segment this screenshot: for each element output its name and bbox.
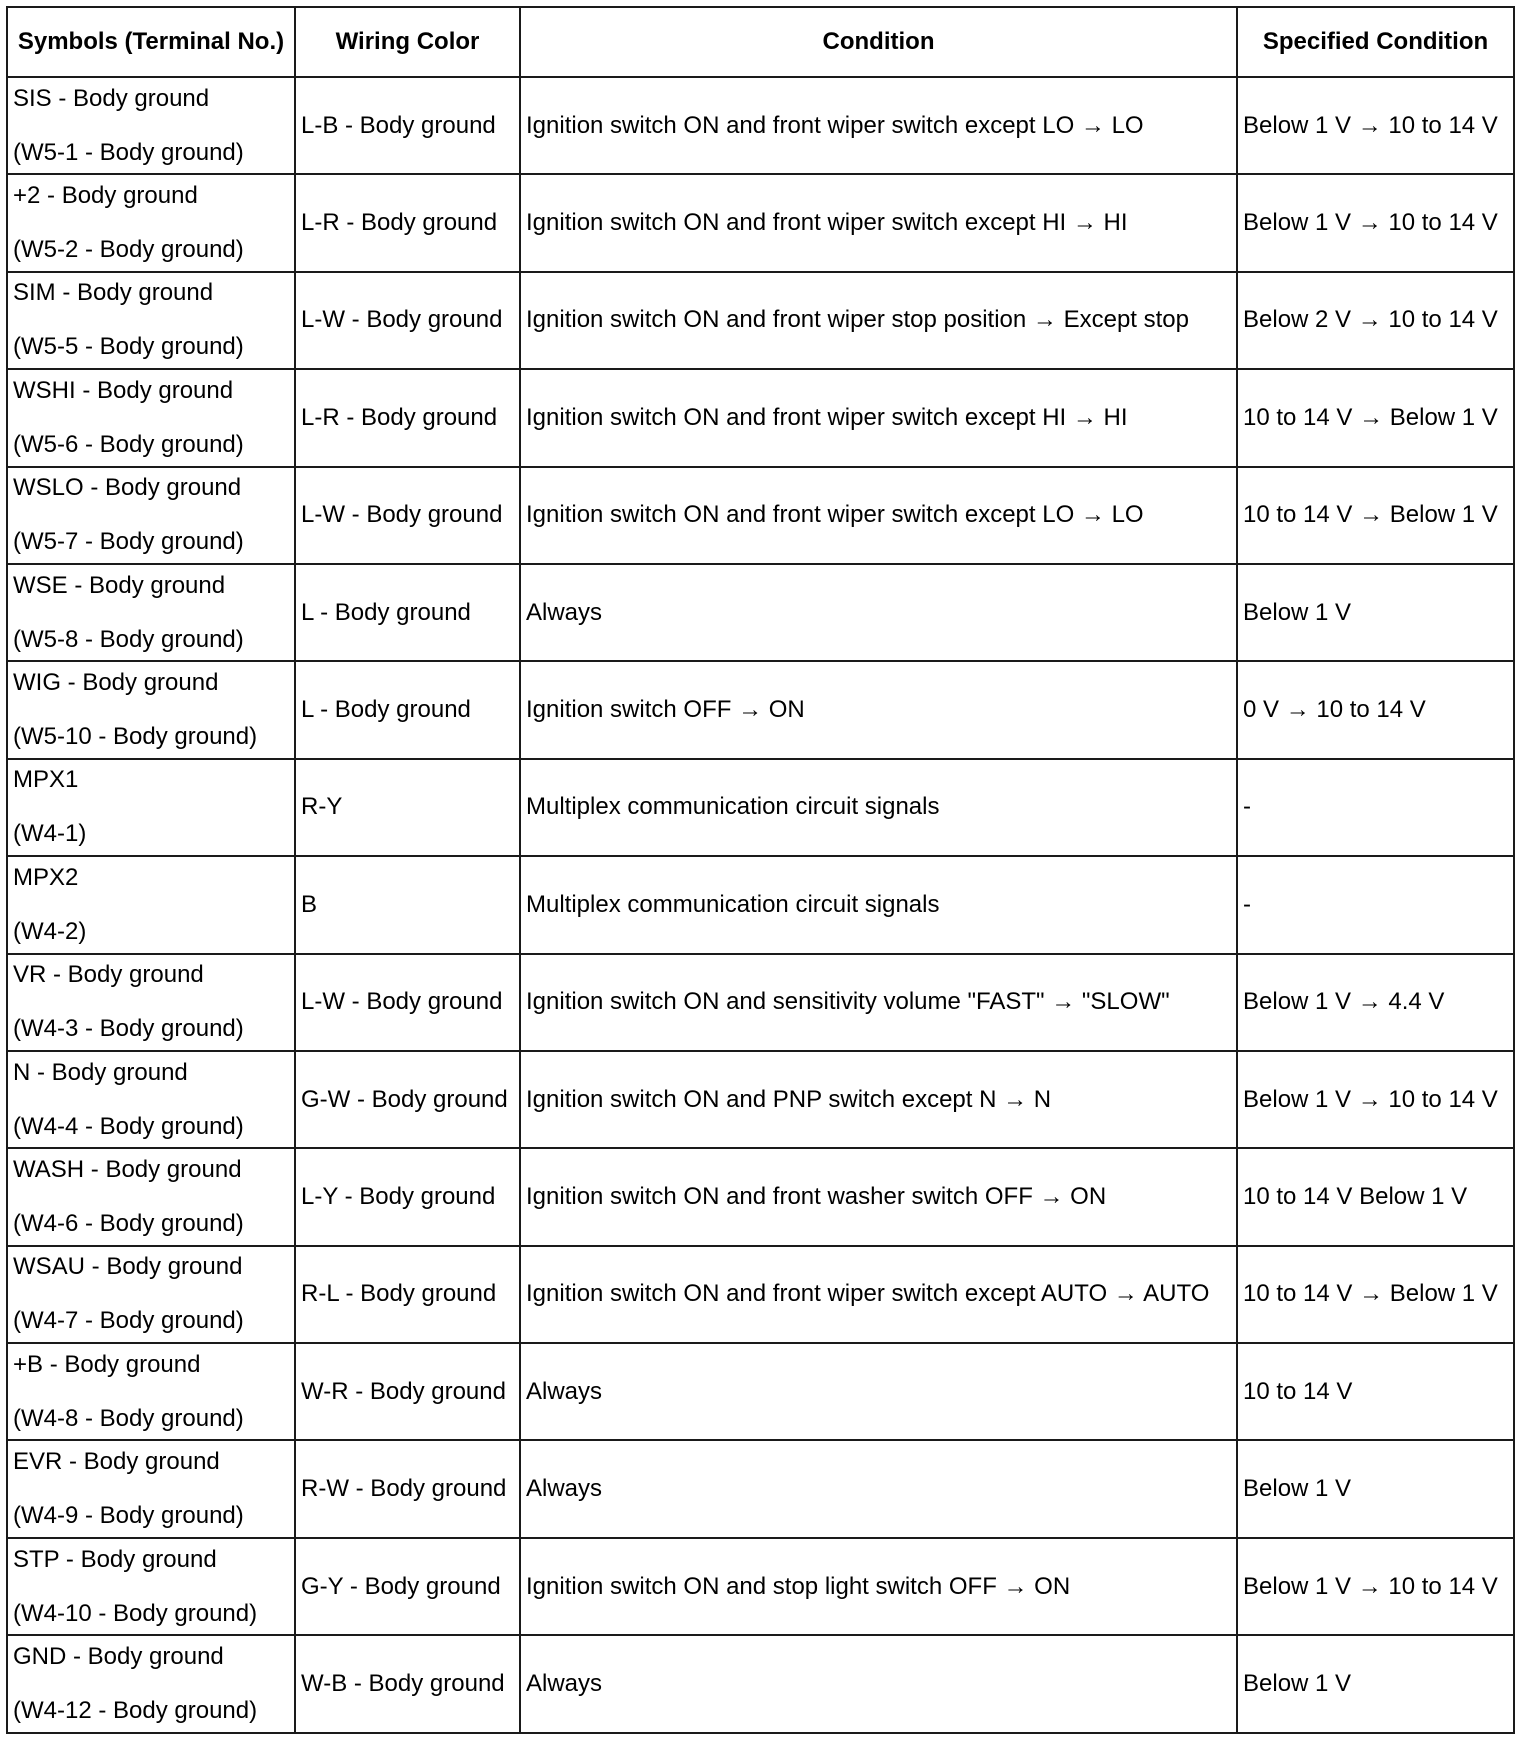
terminal-table-container <box>6 6 1515 1734</box>
symbol-cell <box>7 954 295 1051</box>
table-row <box>7 661 1514 758</box>
table-row <box>7 1148 1514 1245</box>
symbol-label: EVR - Body ground <box>13 1448 220 1476</box>
header-specified-condition: Specified Condition <box>1237 7 1514 77</box>
terminal-label: (W4-10 - Body ground) <box>13 1599 258 1627</box>
terminal-label: (W5-6 - Body ground) <box>13 430 244 458</box>
table-body <box>7 77 1514 1733</box>
symbol-cell <box>7 759 295 856</box>
symbol-label: MPX1 <box>13 766 79 794</box>
wiring-color-cell: B <box>295 856 520 953</box>
wiring-color-cell: L-W - Body ground <box>295 272 520 369</box>
symbol-label: WSE - Body ground <box>13 571 226 599</box>
table-row <box>7 1538 1514 1635</box>
terminal-label: (W4-2) <box>13 917 87 945</box>
condition-cell: Multiplex communication circuit signals <box>520 856 1237 953</box>
terminal-label: (W4-4 - Body ground) <box>13 1112 244 1140</box>
specified-condition-cell: - <box>1237 759 1514 856</box>
wiring-color-cell: R-Y <box>295 759 520 856</box>
wiring-color-cell: G-Y - Body ground <box>295 1538 520 1635</box>
symbol-label: WIG - Body ground <box>13 669 219 697</box>
terminal-label: (W4-6 - Body ground) <box>13 1209 244 1237</box>
condition-cell: Ignition switch ON and front wiper stop position → Except stop <box>520 272 1237 369</box>
terminal-label: (W4-7 - Body ground) <box>13 1307 244 1335</box>
table-row <box>7 1246 1514 1343</box>
header-row <box>7 7 1514 77</box>
specified-condition-cell: Below 1 V → 10 to 14 V <box>1237 77 1514 174</box>
wiring-color-cell: G-W - Body ground <box>295 1051 520 1148</box>
condition-cell: Ignition switch ON and front wiper switch except AUTO → AUTO <box>520 1246 1237 1343</box>
wiring-color-cell: L - Body ground <box>295 564 520 661</box>
table-row <box>7 1343 1514 1440</box>
specified-condition-cell: Below 1 V <box>1237 1635 1514 1732</box>
wiring-color-cell: R-W - Body ground <box>295 1440 520 1537</box>
symbol-cell <box>7 1440 295 1537</box>
terminal-label: (W4-1) <box>13 820 87 848</box>
terminal-label: (W5-5 - Body ground) <box>13 333 244 361</box>
specified-condition-cell: 10 to 14 V → Below 1 V <box>1237 1246 1514 1343</box>
symbol-cell <box>7 1246 295 1343</box>
symbol-cell <box>7 661 295 758</box>
terminal-label: (W5-10 - Body ground) <box>13 723 258 751</box>
symbol-label: GND - Body ground <box>13 1642 224 1670</box>
wiring-color-cell: R-L - Body ground <box>295 1246 520 1343</box>
symbol-cell <box>7 369 295 466</box>
specified-condition-cell: Below 1 V <box>1237 564 1514 661</box>
specified-condition-cell: Below 2 V → 10 to 14 V <box>1237 272 1514 369</box>
symbol-cell <box>7 1538 295 1635</box>
condition-cell: Ignition switch ON and front wiper switch except HI → HI <box>520 369 1237 466</box>
symbol-label: WSHI - Body ground <box>13 376 234 404</box>
symbol-cell <box>7 77 295 174</box>
terminal-label: (W5-2 - Body ground) <box>13 236 244 264</box>
wiring-color-cell: L-Y - Body ground <box>295 1148 520 1245</box>
terminal-inspection-table <box>6 6 1515 1734</box>
condition-cell: Always <box>520 1635 1237 1732</box>
specified-condition-cell: - <box>1237 856 1514 953</box>
symbol-cell <box>7 856 295 953</box>
condition-cell: Always <box>520 1440 1237 1537</box>
symbol-cell <box>7 1148 295 1245</box>
table-row <box>7 77 1514 174</box>
specified-condition-cell: 10 to 14 V → Below 1 V <box>1237 369 1514 466</box>
symbol-cell <box>7 272 295 369</box>
table-row <box>7 467 1514 564</box>
symbol-label: WASH - Body ground <box>13 1155 242 1183</box>
symbol-label: WSLO - Body ground <box>13 474 242 502</box>
table-row <box>7 1635 1514 1732</box>
terminal-label: (W5-7 - Body ground) <box>13 528 244 556</box>
condition-cell: Ignition switch OFF → ON <box>520 661 1237 758</box>
specified-condition-cell: 10 to 14 V <box>1237 1343 1514 1440</box>
specified-condition-cell: Below 1 V → 10 to 14 V <box>1237 1538 1514 1635</box>
table-row <box>7 759 1514 856</box>
condition-cell: Ignition switch ON and front wiper switch except LO → LO <box>520 467 1237 564</box>
terminal-label: (W4-12 - Body ground) <box>13 1696 258 1724</box>
symbol-cell <box>7 1343 295 1440</box>
table-row <box>7 1440 1514 1537</box>
specified-condition-cell: Below 1 V → 10 to 14 V <box>1237 1051 1514 1148</box>
terminal-label: (W4-8 - Body ground) <box>13 1404 244 1432</box>
table-row <box>7 369 1514 466</box>
condition-cell: Ignition switch ON and front wiper switch except LO → LO <box>520 77 1237 174</box>
terminal-label: (W4-3 - Body ground) <box>13 1015 244 1043</box>
condition-cell: Always <box>520 1343 1237 1440</box>
symbol-cell <box>7 1635 295 1732</box>
symbol-cell <box>7 1051 295 1148</box>
wiring-color-cell: L-R - Body ground <box>295 369 520 466</box>
specified-condition-cell: 0 V → 10 to 14 V <box>1237 661 1514 758</box>
terminal-label: (W5-8 - Body ground) <box>13 625 244 653</box>
condition-cell: Ignition switch ON and stop light switch OFF → ON <box>520 1538 1237 1635</box>
table-row <box>7 272 1514 369</box>
specified-condition-cell: Below 1 V → 10 to 14 V <box>1237 174 1514 271</box>
symbol-cell <box>7 564 295 661</box>
table-row <box>7 1051 1514 1148</box>
specified-condition-cell: Below 1 V <box>1237 1440 1514 1537</box>
terminal-label: (W4-9 - Body ground) <box>13 1502 244 1530</box>
table-row <box>7 564 1514 661</box>
wiring-color-cell: L-R - Body ground <box>295 174 520 271</box>
header-condition: Condition <box>520 7 1237 77</box>
condition-cell: Multiplex communication circuit signals <box>520 759 1237 856</box>
symbol-label: SIS - Body ground <box>13 84 210 112</box>
symbol-label: +B - Body ground <box>13 1350 201 1378</box>
specified-condition-cell: Below 1 V → 4.4 V <box>1237 954 1514 1051</box>
condition-cell: Ignition switch ON and front washer switch OFF → ON <box>520 1148 1237 1245</box>
terminal-label: (W5-1 - Body ground) <box>13 138 244 166</box>
header-wiring-color: Wiring Color <box>295 7 520 77</box>
table-row <box>7 856 1514 953</box>
symbol-label: VR - Body ground <box>13 961 204 989</box>
specified-condition-cell: 10 to 14 V Below 1 V <box>1237 1148 1514 1245</box>
table-header <box>7 7 1514 77</box>
symbol-cell <box>7 467 295 564</box>
wiring-color-cell: W-R - Body ground <box>295 1343 520 1440</box>
symbol-label: WSAU - Body ground <box>13 1253 243 1281</box>
condition-cell: Ignition switch ON and sensitivity volume "FAST" → "SLOW" <box>520 954 1237 1051</box>
condition-cell: Ignition switch ON and front wiper switch except HI → HI <box>520 174 1237 271</box>
symbol-label: MPX2 <box>13 863 79 891</box>
condition-cell: Always <box>520 564 1237 661</box>
symbol-label: SIM - Body ground <box>13 279 214 307</box>
symbol-label: N - Body ground <box>13 1058 188 1086</box>
table-row <box>7 954 1514 1051</box>
wiring-color-cell: L-W - Body ground <box>295 467 520 564</box>
symbol-label: STP - Body ground <box>13 1545 217 1573</box>
specified-condition-cell: 10 to 14 V → Below 1 V <box>1237 467 1514 564</box>
wiring-color-cell: L-B - Body ground <box>295 77 520 174</box>
table-row <box>7 174 1514 271</box>
wiring-color-cell: L-W - Body ground <box>295 954 520 1051</box>
wiring-color-cell: W-B - Body ground <box>295 1635 520 1732</box>
wiring-color-cell: L - Body ground <box>295 661 520 758</box>
symbol-cell <box>7 174 295 271</box>
header-symbols: Symbols (Terminal No.) <box>7 7 295 77</box>
symbol-label: +2 - Body ground <box>13 182 198 210</box>
condition-cell: Ignition switch ON and PNP switch except N → N <box>520 1051 1237 1148</box>
